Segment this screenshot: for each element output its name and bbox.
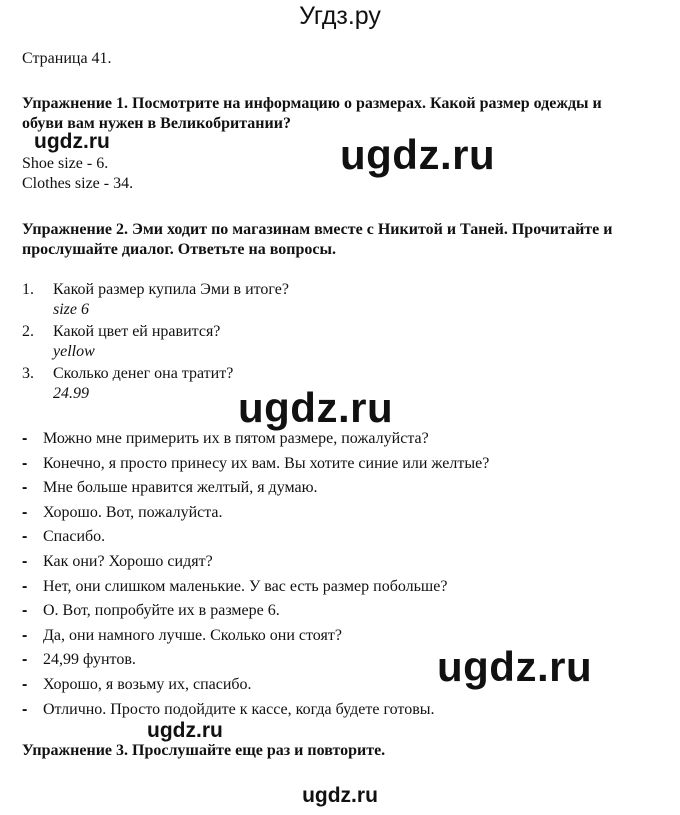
question-2-number: 2.	[22, 323, 34, 340]
watermark: ugdz.ru	[34, 130, 110, 153]
dash-marker: -	[22, 430, 28, 447]
answer-shoe-size: Shoe size - 6.	[22, 155, 109, 172]
dash-marker: -	[22, 626, 28, 644]
dialog-text: Мне больше нравится желтый, я думаю.	[43, 479, 318, 497]
dialog-line	[22, 525, 662, 550]
dash-marker: -	[22, 700, 28, 718]
question-3-text: Сколько денег она тратит?	[53, 365, 234, 382]
dash-marker: -	[22, 479, 28, 497]
question-2-answer: yellow	[53, 343, 95, 360]
dialog-text: Да, они намного лучше. Сколько они стоят?	[43, 626, 342, 644]
exercise-3-title: Упражнение 3. Прослушайте еще раз и повторите.	[22, 742, 386, 759]
dialog-line	[22, 575, 662, 600]
dash-marker: -	[22, 503, 28, 521]
dash-marker: -	[22, 675, 28, 693]
exercise-2-title: Упражнение 2. Эми ходит по магазинам вместе с Никитой и Таней. Прочитайте и прослушайте диалог. Ответьте на вопросы.	[22, 221, 613, 258]
dialog-text: Конечно, я просто принесу их вам. Вы хотите синие или желтые?	[43, 454, 490, 472]
dialog-text: О. Вот, попробуйте их в размере 6.	[43, 602, 280, 620]
dialog-text: Можно мне примерить их в пятом размере, пожалуйста?	[43, 430, 429, 447]
dash-marker: -	[22, 552, 28, 570]
watermark: ugdz.ru	[340, 131, 496, 178]
dialog-line	[22, 452, 662, 477]
question-3-number: 3.	[22, 365, 34, 382]
answer-clothes-size: Clothes size - 34.	[22, 175, 134, 192]
dialog-line	[22, 599, 662, 624]
dialog-text: Хорошо. Вот, пожалуйста.	[43, 503, 223, 521]
dialog-text: Отлично. Просто подойдите к кассе, когда будете готовы.	[43, 700, 435, 718]
exercise-1-title: Упражнение 1. Посмотрите на информацию о размерах. Какой размер одежды и обуви вам нужен в Великобритании?	[22, 95, 602, 132]
dash-marker: -	[22, 528, 28, 546]
question-1-number: 1.	[22, 281, 34, 298]
site-header: Угдз.ру	[299, 2, 381, 30]
watermark: ugdz.ru	[147, 719, 223, 742]
watermark: ugdz.ru	[238, 384, 394, 431]
dialog-line	[22, 501, 662, 526]
dialog-line	[22, 550, 662, 575]
dialog-line	[22, 476, 662, 501]
dialog-text: 24,99 фунтов.	[43, 651, 136, 669]
dialog-text: Нет, они слишком маленькие. У вас есть размер побольше?	[43, 577, 448, 595]
question-1-text: Какой размер купила Эми в итоге?	[53, 281, 289, 298]
footer-watermark: ugdz.ru	[302, 784, 378, 807]
question-1-answer: size 6	[53, 301, 89, 318]
page-number: Страница 41.	[22, 50, 112, 67]
dash-marker: -	[22, 454, 28, 472]
watermark: ugdz.ru	[437, 643, 593, 690]
question-3-answer: 24.99	[53, 385, 89, 402]
dialog-text: Спасибо.	[43, 528, 106, 546]
question-2-text: Какой цвет ей нравится?	[53, 323, 221, 340]
dialog-line	[22, 698, 662, 723]
dash-marker: -	[22, 602, 28, 620]
dialog-text: Хорошо, я возьму их, спасибо.	[43, 675, 252, 693]
dash-marker: -	[22, 577, 28, 595]
dialog-text: Как они? Хорошо сидят?	[43, 552, 213, 570]
dash-marker: -	[22, 651, 28, 669]
